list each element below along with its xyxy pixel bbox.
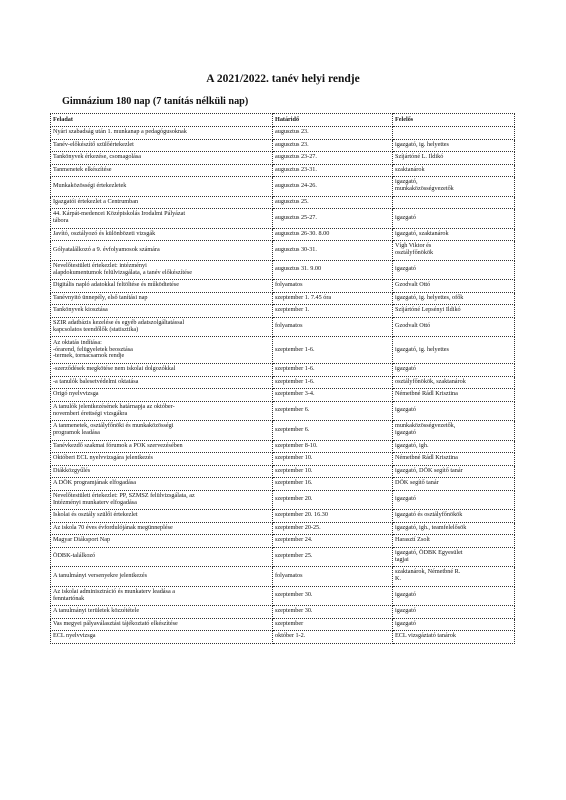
cell-owner: igazgató [393, 606, 515, 619]
cell-owner: igazgató [393, 364, 515, 377]
cell-owner: igazgató [393, 490, 515, 510]
cell-deadline: szeptember 25. [273, 547, 393, 567]
table-row [51, 465, 515, 478]
cell-owner: igazgató, ig. helyettes [393, 139, 515, 152]
table-row [51, 209, 515, 229]
cell-task: Tanévnyitó ünnepély, első tanítási nap [51, 292, 273, 305]
cell-task: Tanév-előkészítő szülőértekezlet [51, 139, 273, 152]
cell-deadline: augusztus 23. [273, 127, 393, 140]
cell-deadline: szeptember 1. 7.45 óra [273, 292, 393, 305]
cell-deadline: augusztus 23-27. [273, 152, 393, 165]
cell-deadline: augusztus 25. [273, 196, 393, 209]
cell-deadline: szeptember 30. [273, 606, 393, 619]
table-row [51, 305, 515, 318]
cell-deadline: augusztus 25-27. [273, 209, 393, 229]
cell-deadline: szeptember 20. 16.30 [273, 510, 393, 523]
document-subtitle: Gimnázium 180 nap (7 tanítás nélküli nap) [62, 96, 249, 107]
cell-task: Digitális napló adatokkal feltöltése és működtetése [51, 280, 273, 293]
table-row [51, 196, 515, 209]
cell-deadline: szeptember [273, 618, 393, 631]
cell-deadline: augusztus 30-31. [273, 241, 393, 261]
cell-deadline: augusztus 26-30. 8.00 [273, 228, 393, 241]
cell-deadline: szeptember 10. [273, 453, 393, 466]
cell-deadline: szeptember 30. [273, 586, 393, 606]
table-row [51, 478, 515, 491]
table-row [51, 127, 515, 140]
cell-task: Az iskolai adminisztráció és munkaterv leadása a fenntartónak [51, 586, 273, 606]
cell-owner: igazgató és osztályfőnökök [393, 510, 515, 523]
cell-owner [393, 127, 515, 140]
cell-deadline: szeptember 3-4. [273, 389, 393, 402]
cell-task: ECL nyelvvizsga [51, 631, 273, 644]
cell-task: Magyar Diáksport Nap [51, 535, 273, 548]
cell-task: -a tanulók balesetvédelmi oktatása [51, 376, 273, 389]
header-owner: Felelős [393, 114, 515, 127]
cell-owner: munkaközösségvezetők, igazgató [393, 421, 515, 441]
cell-owner: igazgató, munkaközösségvezetők [393, 177, 515, 197]
table-row [51, 586, 515, 606]
cell-deadline: augusztus 23-31. [273, 164, 393, 177]
cell-deadline: szeptember 16. [273, 478, 393, 491]
cell-task: A tanulmányi területek közzététele [51, 606, 273, 619]
cell-deadline: augusztus 24-26. [273, 177, 393, 197]
cell-owner: ECL vizsgáztató tanárok [393, 631, 515, 644]
table-row [51, 139, 515, 152]
cell-task: A DÖK programjának elfogadása [51, 478, 273, 491]
cell-owner: igazgató, ig. helyettes [393, 337, 515, 364]
cell-deadline: szeptember 24. [273, 535, 393, 548]
cell-owner: Németbné Rádl Krisztina [393, 389, 515, 402]
table-row [51, 317, 515, 337]
cell-owner: igazgató, DÖK segítő tanár [393, 465, 515, 478]
cell-owner: szaktanárok [393, 164, 515, 177]
cell-deadline: folyamatos [273, 280, 393, 293]
cell-owner: igazgató [393, 401, 515, 421]
table-row [51, 164, 515, 177]
cell-task: -szerződések megkötése nem iskolai dolgozókkal [51, 364, 273, 377]
cell-task: SZIR adatbázis kezelése és egyéb adatszolgáltatással kapcsolatos teendőlők (statisztika) [51, 317, 273, 337]
table-row [51, 606, 515, 619]
cell-owner: igazgató, ig. helyettes, ofők [393, 292, 515, 305]
table-row [51, 547, 515, 567]
cell-task: Munkaközösségi értekezletek [51, 177, 273, 197]
cell-task: Vas megyei pályaválasztási tájékoztató elkészítése [51, 618, 273, 631]
cell-deadline: augusztus 23. [273, 139, 393, 152]
cell-owner: igazgató, igh. [393, 440, 515, 453]
cell-owner: igazgató, szaktanárok [393, 228, 515, 241]
cell-owner: igazgató, igh., teamfelelősök [393, 522, 515, 535]
cell-task: A tanulók jelentkezésének határnapja az október- novemberi érettségi vizsgákra [51, 401, 273, 421]
cell-deadline: folyamatos [273, 567, 393, 587]
cell-task: Igazgatói értekezlet a Centrumban [51, 196, 273, 209]
header-deadline: Határidő [273, 114, 393, 127]
table-row [51, 241, 515, 261]
schedule-table [50, 113, 515, 644]
cell-owner: osztályfőnökök, szaktanárok [393, 376, 515, 389]
table-row [51, 453, 515, 466]
cell-deadline: szeptember 1-6. [273, 337, 393, 364]
table-row [51, 280, 515, 293]
cell-task: Origó nyelvvizsga [51, 389, 273, 402]
cell-task: Az oktatás indítása: -órarend, felügyeletek beosztása -termek, tornacsarnok rendje [51, 337, 273, 364]
table-row [51, 510, 515, 523]
cell-owner: igazgató [393, 586, 515, 606]
cell-deadline: szeptember 1-6. [273, 364, 393, 377]
cell-deadline: október 1-2. [273, 631, 393, 644]
cell-deadline: szeptember 1-6. [273, 376, 393, 389]
table-row [51, 389, 515, 402]
cell-owner: igazgató [393, 618, 515, 631]
cell-task: 44. Kárpát-medencei Középiskolás Irodalmi Pályázat tábora [51, 209, 273, 229]
cell-deadline: szeptember 1. [273, 305, 393, 318]
table-row [51, 440, 515, 453]
cell-task: Tanévkezdő szakmai fórumok a POK szervezésében [51, 440, 273, 453]
cell-deadline: szeptember 8-10. [273, 440, 393, 453]
table-row [51, 177, 515, 197]
cell-deadline: folyamatos [273, 317, 393, 337]
cell-task: Tankönyvek érkezése, csomagolása [51, 152, 273, 165]
cell-owner: Harasztí Zsolt [393, 535, 515, 548]
cell-task: A tanulmányi versenyekre jelentkezés [51, 567, 273, 587]
table-row [51, 401, 515, 421]
table-row [51, 337, 515, 364]
cell-owner: szaktanárok, Németbné R. K. [393, 567, 515, 587]
cell-task: Tanmenetek elkészítése [51, 164, 273, 177]
table-row [51, 260, 515, 280]
cell-owner [393, 196, 515, 209]
cell-task: Nyári szabadság után 1. munkanap a pedagógusoknak [51, 127, 273, 140]
cell-owner: igazgató, ÖDBK Egyesület tagjai [393, 547, 515, 567]
cell-task: Tankönyvek kiosztása [51, 305, 273, 318]
table-row [51, 618, 515, 631]
table-row [51, 490, 515, 510]
cell-task: ÖDBK-találkozó [51, 547, 273, 567]
cell-deadline: szeptember 10. [273, 465, 393, 478]
header-task: Feladat [51, 114, 273, 127]
cell-owner: Szíjártóné L. Ildikó [393, 152, 515, 165]
cell-deadline: augusztus 31. 9.00 [273, 260, 393, 280]
cell-owner: Vígh Viktor és osztályfőnökök [393, 241, 515, 261]
cell-task: Októberi ECL nyelvvizsgára jelentkezés [51, 453, 273, 466]
cell-owner: igazgató [393, 260, 515, 280]
table-row [51, 522, 515, 535]
cell-owner: igazgató [393, 209, 515, 229]
cell-deadline: szeptember 20. [273, 490, 393, 510]
cell-task: Diákközgyűlés [51, 465, 273, 478]
table-row [51, 631, 515, 644]
cell-deadline: szeptember 6. [273, 401, 393, 421]
cell-deadline: szeptember 20-25. [273, 522, 393, 535]
table-row [51, 421, 515, 441]
cell-task: Az iskola 70 éves évfordulójának megünneplése [51, 522, 273, 535]
cell-owner: DÖK segítő tanár [393, 478, 515, 491]
table-header-row [51, 114, 515, 127]
table-row [51, 228, 515, 241]
cell-owner: Gzodvalt Ottó [393, 317, 515, 337]
cell-deadline: szeptember 6. [273, 421, 393, 441]
cell-owner: Gzodvalt Ottó [393, 280, 515, 293]
table-row [51, 567, 515, 587]
table-row [51, 376, 515, 389]
table-row [51, 535, 515, 548]
cell-task: Gólyatalálkozó a 9. évfolyamosok számára [51, 241, 273, 261]
cell-task: Javító, osztályozó és különbözeti vizsgák [51, 228, 273, 241]
document-title: A 2021/2022. tanév helyi rendje [206, 73, 360, 85]
cell-task: Iskolai és osztály szülői értekezlet [51, 510, 273, 523]
cell-task: A tanmenetek, osztályfőnöki és munkaközösségi programok leadása [51, 421, 273, 441]
table-row [51, 152, 515, 165]
table-row [51, 364, 515, 377]
table-row [51, 292, 515, 305]
cell-task: Nevelőtestületi értekezlet: intézményi alapdokumentumok felülvizsgálata, a tanév előkészítése [51, 260, 273, 280]
cell-owner: Szíjártóné Lepsényi Ildikó [393, 305, 515, 318]
cell-task: Nevelőtestületi értekezlet: PP, SZMSZ felülvizsgálata, az Intézményi munkaterv elfogadása [51, 490, 273, 510]
cell-owner: Németbné Rádl Krisztina [393, 453, 515, 466]
